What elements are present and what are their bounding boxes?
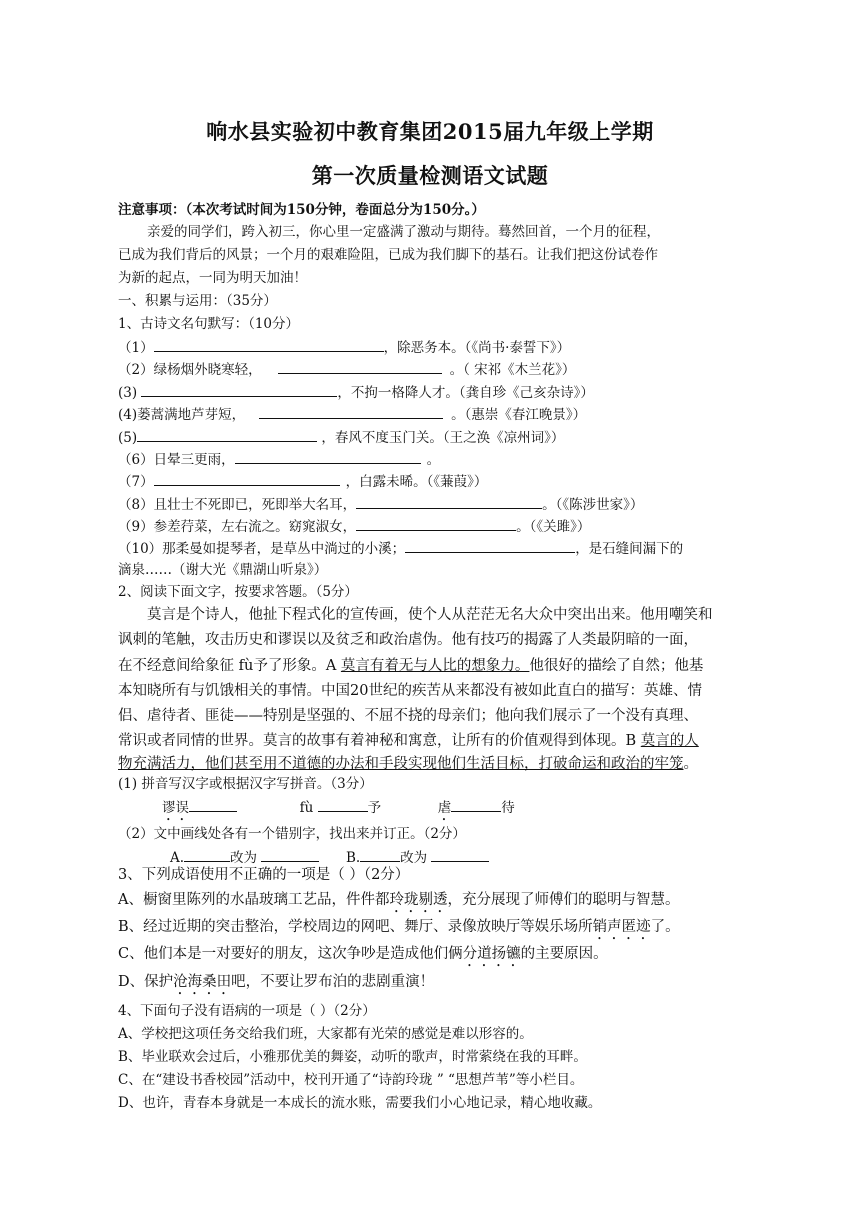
q3-option-d: D、保护沧海桑田吧，不要让罗布泊的悲剧重演！ xyxy=(118,974,435,990)
intro-line-3: 为新的起点，一同为明天加油！ xyxy=(118,270,307,286)
answer-blank[interactable] xyxy=(154,337,384,352)
q4-option-d: D、也许，青春本身就是一本成长的流水账，需要我们小心地记录，精心地收藏。 xyxy=(118,1095,602,1111)
q1-item-9: （9）参差荇菜，左右流之。窈窕淑女， 。（《关雎》） xyxy=(118,516,590,537)
q1-item-6: （6）日晕三更雨， 。 xyxy=(118,449,440,470)
passage-line-1: 莫言是个诗人，他扯下程式化的宣传画，使个人从茫茫无名大众中突出出来。他用嘲笑和 xyxy=(147,607,713,623)
answer-blank[interactable] xyxy=(154,471,340,486)
passage-line-7: 物充满活力，他们甚至用不道德的办法和手段实现他们生活目标，打破命运和政治的牢笼。 xyxy=(118,756,698,772)
q1-item-2: （2）绿杨烟外晓寒轻， 。（ 宋祁《木兰花》） xyxy=(118,359,575,380)
q1-title: 1、古诗文名句默写：（10分） xyxy=(118,316,300,332)
q1-item-4: (4)蒌蒿满地芦芽短， 。（惠崇《春江晚景》） xyxy=(118,404,586,425)
q4-option-c: C、在“建设书香校园”活动中，校刊开通了“诗韵玲珑 ” “思想芦苇”等小栏目。 xyxy=(118,1072,584,1088)
underlined-sentence-a: 莫言有着无与人比的想象力。 xyxy=(340,658,530,674)
answer-blank[interactable] xyxy=(431,847,489,862)
q2-sub-2: （2）文中画线处各有一个错别字，找出来并订正。（2分） xyxy=(118,826,466,842)
q4-option-a: A、学校把这项任务交给我们班，大家都有光荣的感觉是难以形容的。 xyxy=(118,1026,533,1042)
answer-blank[interactable] xyxy=(405,538,575,553)
q4-title: 4、下面句子没有语病的一项是（ ）（2分） xyxy=(118,1003,376,1019)
q3-title: 3、下列成语使用不正确的一项是（ ）（2分） xyxy=(118,867,410,883)
q1-item-3: (3) ，不拘一格降人才。（龚自珍《己亥杂诗》） xyxy=(118,382,594,403)
answer-blank[interactable] xyxy=(259,404,443,419)
q1-item-1: （1） ，除恶务本。（《尚书·泰誓下》） xyxy=(118,337,570,358)
answer-blank[interactable] xyxy=(318,797,368,812)
section-1-heading: 一、积累与运用：（35分） xyxy=(118,293,277,309)
q1-item-10: （10）那柔曼如提琴者，是草丛中淌过的小溪； ，是石缝间漏下的 xyxy=(118,538,683,559)
passage-line-2: 讽刺的笔触，攻击历史和谬误以及贫乏和政治虐伪。他有技巧的揭露了人类最阴暗的一面， xyxy=(118,632,698,648)
intro-line-1: 亲爱的同学们，跨入初三，你心里一定盛满了激动与期待。蓦然回首，一个月的征程， xyxy=(147,224,660,240)
answer-blank[interactable] xyxy=(184,847,230,862)
q1-item-10-cont: 滴泉……（谢大光《鼎湖山听泉》） xyxy=(118,562,328,578)
answer-blank[interactable] xyxy=(235,449,421,464)
passage-line-3: 在不经意间给象征 fù予了形象。A 莫言有着无与人比的想象力。他很好的描绘了自然；他基 xyxy=(118,658,704,674)
passage-line-6: 常识或者同情的世界。莫言的故事有着神秘和寓意，让所有的价值观得到体现。B 莫言的人 xyxy=(118,733,699,749)
passage-line-4: 本知晓所有与饥饿相关的事情。中国20世纪的疾苦从来都没有被如此直白的描写：英雄、情 xyxy=(118,683,702,699)
answer-blank[interactable] xyxy=(356,494,542,509)
q1-item-5: (5) ，春风不度玉门关。（王之涣《凉州词》） xyxy=(118,427,564,448)
passage-line-5: 侣、虐待者、匪徒——特别是坚强的、不屈不挠的母亲们；他向我们展示了一个没有真理、 xyxy=(118,708,698,724)
answer-blank[interactable] xyxy=(278,359,442,374)
q2-sub-1: (1) 拼音写汉字或根据汉字写拼音。（3分） xyxy=(118,776,373,792)
q4-option-b: B、毕业联欢会过后，小雅那优美的舞姿，动听的歌声，时常萦绕在我的耳畔。 xyxy=(118,1049,587,1065)
q2-fix-row: A. 改为 B. 改为 xyxy=(170,847,489,868)
answer-blank[interactable] xyxy=(189,797,237,812)
exam-subtitle: 第一次质量检测语文试题 xyxy=(311,163,549,188)
q2-pinyin-row: 谬误 fù 予 虐 待 xyxy=(162,797,515,824)
q1-item-8: （8）且壮士不死即已，死即举大名耳， 。（《陈涉世家》） xyxy=(118,494,643,515)
notice: 注意事项：（本次考试时间为150分钟，卷面总分为150分。） xyxy=(118,202,485,218)
intro-line-2: 已成为我们背后的风景；一个月的艰难险阻，已成为我们脚下的基石。让我们把这份试卷作 xyxy=(118,247,658,263)
answer-blank[interactable] xyxy=(451,797,501,812)
q2-title: 2、阅读下面文字，按要求答题。（5分） xyxy=(118,584,358,600)
q1-item-7: （7） ，白露未晞。（《蒹葭》） xyxy=(118,471,487,492)
answer-blank[interactable] xyxy=(356,516,516,531)
q3-option-a: A、橱窗里陈列的水晶玻璃工艺品，件件都玲珑剔透，充分展现了师傅们的聪明与智慧。 xyxy=(118,892,680,908)
answer-blank[interactable] xyxy=(261,847,319,862)
answer-blank[interactable] xyxy=(141,382,337,397)
underlined-sentence-b: 莫言的人 xyxy=(640,733,699,749)
q3-option-b: B、经过近期的突击整治，学校周边的网吧、舞厅、录像放映厅等娱乐场所销声匿迹了。 xyxy=(118,919,680,935)
exam-title: 响水县实验初中教育集团2015届九年级上学期 xyxy=(206,119,654,144)
q3-option-c: C、他们本是一对要好的朋友，这次争吵是造成他们俩分道扬镳的主要原因。 xyxy=(118,946,608,962)
answer-blank[interactable] xyxy=(137,427,317,442)
answer-blank[interactable] xyxy=(360,847,400,862)
